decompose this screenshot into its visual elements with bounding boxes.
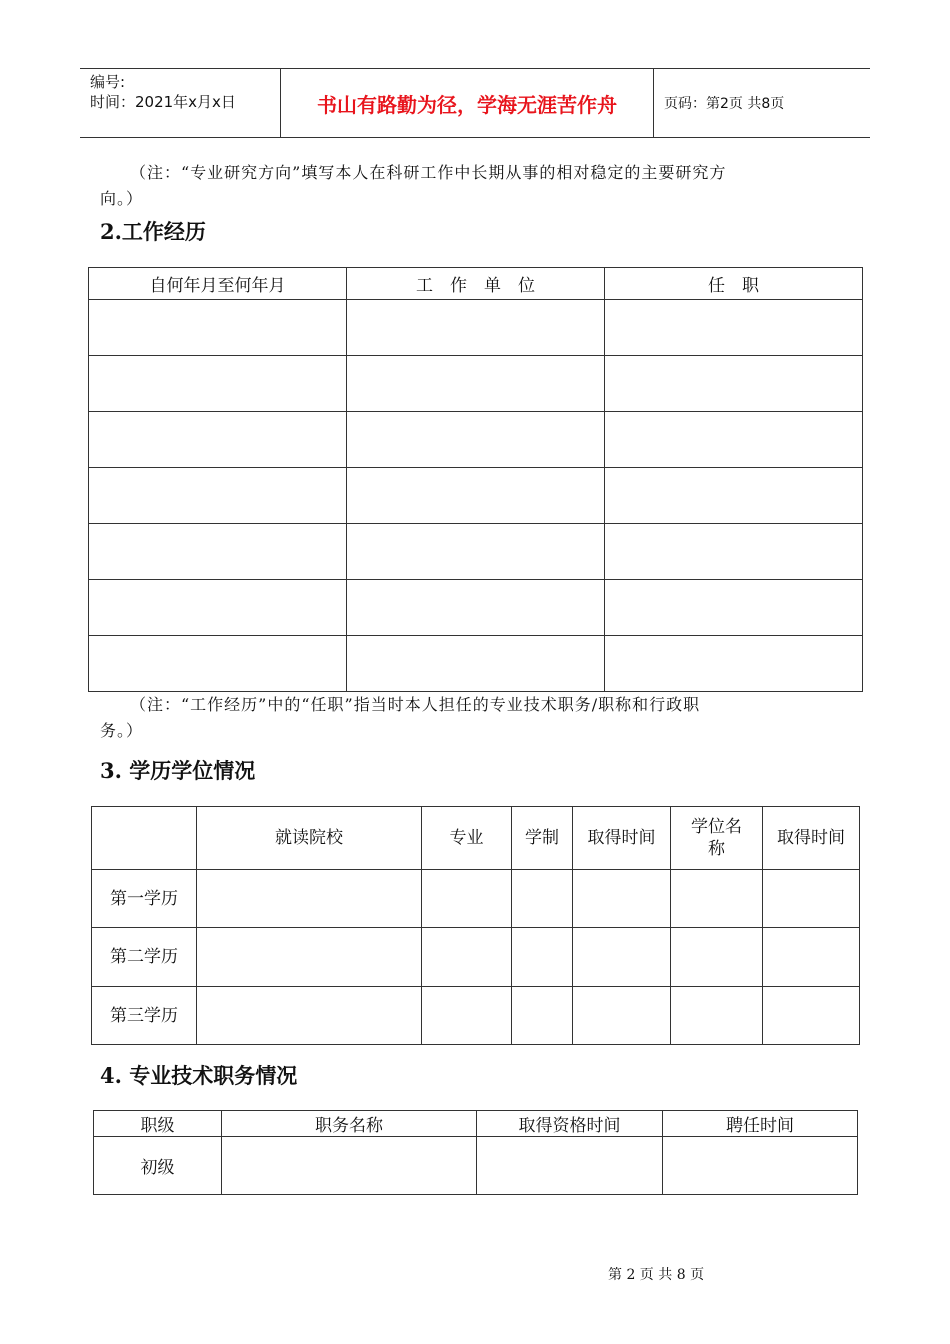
- row-label-first-degree: 第一学历: [92, 870, 197, 928]
- cell-input[interactable]: [477, 1137, 663, 1195]
- note-research-direction: [100, 160, 830, 212]
- cell-input[interactable]: [422, 928, 512, 987]
- cell-input[interactable]: [763, 987, 860, 1045]
- note1-line1: （注：“专业研究方向”填写本人在科研工作中长期从事的相对稳定的主要研究方: [130, 163, 727, 182]
- row-label-third-degree: 第三学历: [92, 987, 197, 1045]
- col-header-employer: 工 作 单 位: [347, 268, 605, 300]
- col-header-blank: [92, 807, 197, 870]
- note-work-history: [100, 692, 830, 744]
- cell-input[interactable]: [347, 300, 605, 356]
- cell-input[interactable]: [512, 928, 573, 987]
- cell-input[interactable]: [605, 580, 863, 636]
- cell-input[interactable]: [671, 987, 763, 1045]
- cell-input[interactable]: [573, 928, 671, 987]
- cell-input[interactable]: [671, 928, 763, 987]
- table-header-row: [89, 268, 863, 300]
- col-header-degree-name: 学位名称: [671, 807, 763, 870]
- cell-input[interactable]: [197, 987, 422, 1045]
- cell-input[interactable]: [605, 412, 863, 468]
- col-header-school: 就读院校: [197, 807, 422, 870]
- table-row: [92, 987, 860, 1045]
- cell-input[interactable]: [605, 524, 863, 580]
- cell-input[interactable]: [89, 356, 347, 412]
- cell-input[interactable]: [347, 636, 605, 692]
- cell-input[interactable]: [573, 870, 671, 928]
- page-header: [80, 68, 870, 138]
- table-row: [89, 468, 863, 524]
- col-header-position: 任 职: [605, 268, 863, 300]
- cell-input[interactable]: [222, 1137, 477, 1195]
- col-header-title-name: 职务名称: [222, 1111, 477, 1137]
- cell-input[interactable]: [512, 870, 573, 928]
- cell-input[interactable]: [89, 300, 347, 356]
- header-motto: 书山有路勤为径，学海无涯苦作舟: [281, 69, 654, 137]
- table-row: [92, 928, 860, 987]
- table-header-row: [94, 1111, 858, 1137]
- col-header-appointment-time: 聘任时间: [663, 1111, 858, 1137]
- cell-input[interactable]: [347, 524, 605, 580]
- table-row: [89, 524, 863, 580]
- cell-input[interactable]: [605, 356, 863, 412]
- cell-input[interactable]: [663, 1137, 858, 1195]
- table-row: [94, 1137, 858, 1195]
- cell-input[interactable]: [763, 928, 860, 987]
- cell-input[interactable]: [763, 870, 860, 928]
- cell-input[interactable]: [422, 987, 512, 1045]
- section-title-work-history: 2.工作经历: [100, 219, 206, 244]
- time-label: 时间：2021年x月x日: [90, 93, 236, 111]
- cell-input[interactable]: [89, 580, 347, 636]
- col-header-degree-time: 取得时间: [763, 807, 860, 870]
- cell-input[interactable]: [422, 870, 512, 928]
- cell-input[interactable]: [605, 636, 863, 692]
- row-label-junior: 初级: [94, 1137, 222, 1195]
- cell-input[interactable]: [197, 928, 422, 987]
- cell-input[interactable]: [671, 870, 763, 928]
- table-row: [92, 870, 860, 928]
- col-header-level: 职级: [94, 1111, 222, 1137]
- header-page-label: 页码：第2页 共8页: [664, 96, 785, 112]
- table-row: [89, 300, 863, 356]
- table-row: [89, 580, 863, 636]
- page-footer: 第 2 页 共 8 页: [608, 1267, 705, 1283]
- professional-title-table: [93, 1110, 858, 1195]
- cell-input[interactable]: [89, 468, 347, 524]
- col-header-period: 自何年月至何年月: [89, 268, 347, 300]
- section-title-education: 3. 学历学位情况: [100, 758, 256, 783]
- cell-input[interactable]: [347, 412, 605, 468]
- note2-line2: 务。）: [100, 721, 144, 740]
- work-history-table: [88, 267, 863, 692]
- cell-input[interactable]: [347, 580, 605, 636]
- table-header-row: [92, 807, 860, 870]
- note2-line1: （注：“工作经历”中的“任职”指当时本人担任的专业技术职务/职称和行政职: [130, 695, 701, 714]
- section-title-professional-title: 4. 专业技术职务情况: [100, 1063, 298, 1088]
- table-row: [89, 356, 863, 412]
- row-label-second-degree: 第二学历: [92, 928, 197, 987]
- cell-input[interactable]: [89, 412, 347, 468]
- cell-input[interactable]: [573, 987, 671, 1045]
- cell-input[interactable]: [512, 987, 573, 1045]
- cell-input[interactable]: [347, 356, 605, 412]
- table-row: [89, 636, 863, 692]
- cell-input[interactable]: [347, 468, 605, 524]
- education-table: [91, 806, 860, 1045]
- cell-input[interactable]: [197, 870, 422, 928]
- cell-input[interactable]: [89, 524, 347, 580]
- number-label: 编号:: [90, 73, 126, 91]
- col-header-qualification-time: 取得资格时间: [477, 1111, 663, 1137]
- header-meta: [80, 69, 281, 137]
- table-row: [89, 412, 863, 468]
- cell-input[interactable]: [605, 468, 863, 524]
- note1-line2: 向。）: [100, 189, 144, 208]
- col-header-duration: 学制: [512, 807, 573, 870]
- cell-input[interactable]: [89, 636, 347, 692]
- cell-input[interactable]: [605, 300, 863, 356]
- col-header-obtained-time: 取得时间: [573, 807, 671, 870]
- col-header-major: 专业: [422, 807, 512, 870]
